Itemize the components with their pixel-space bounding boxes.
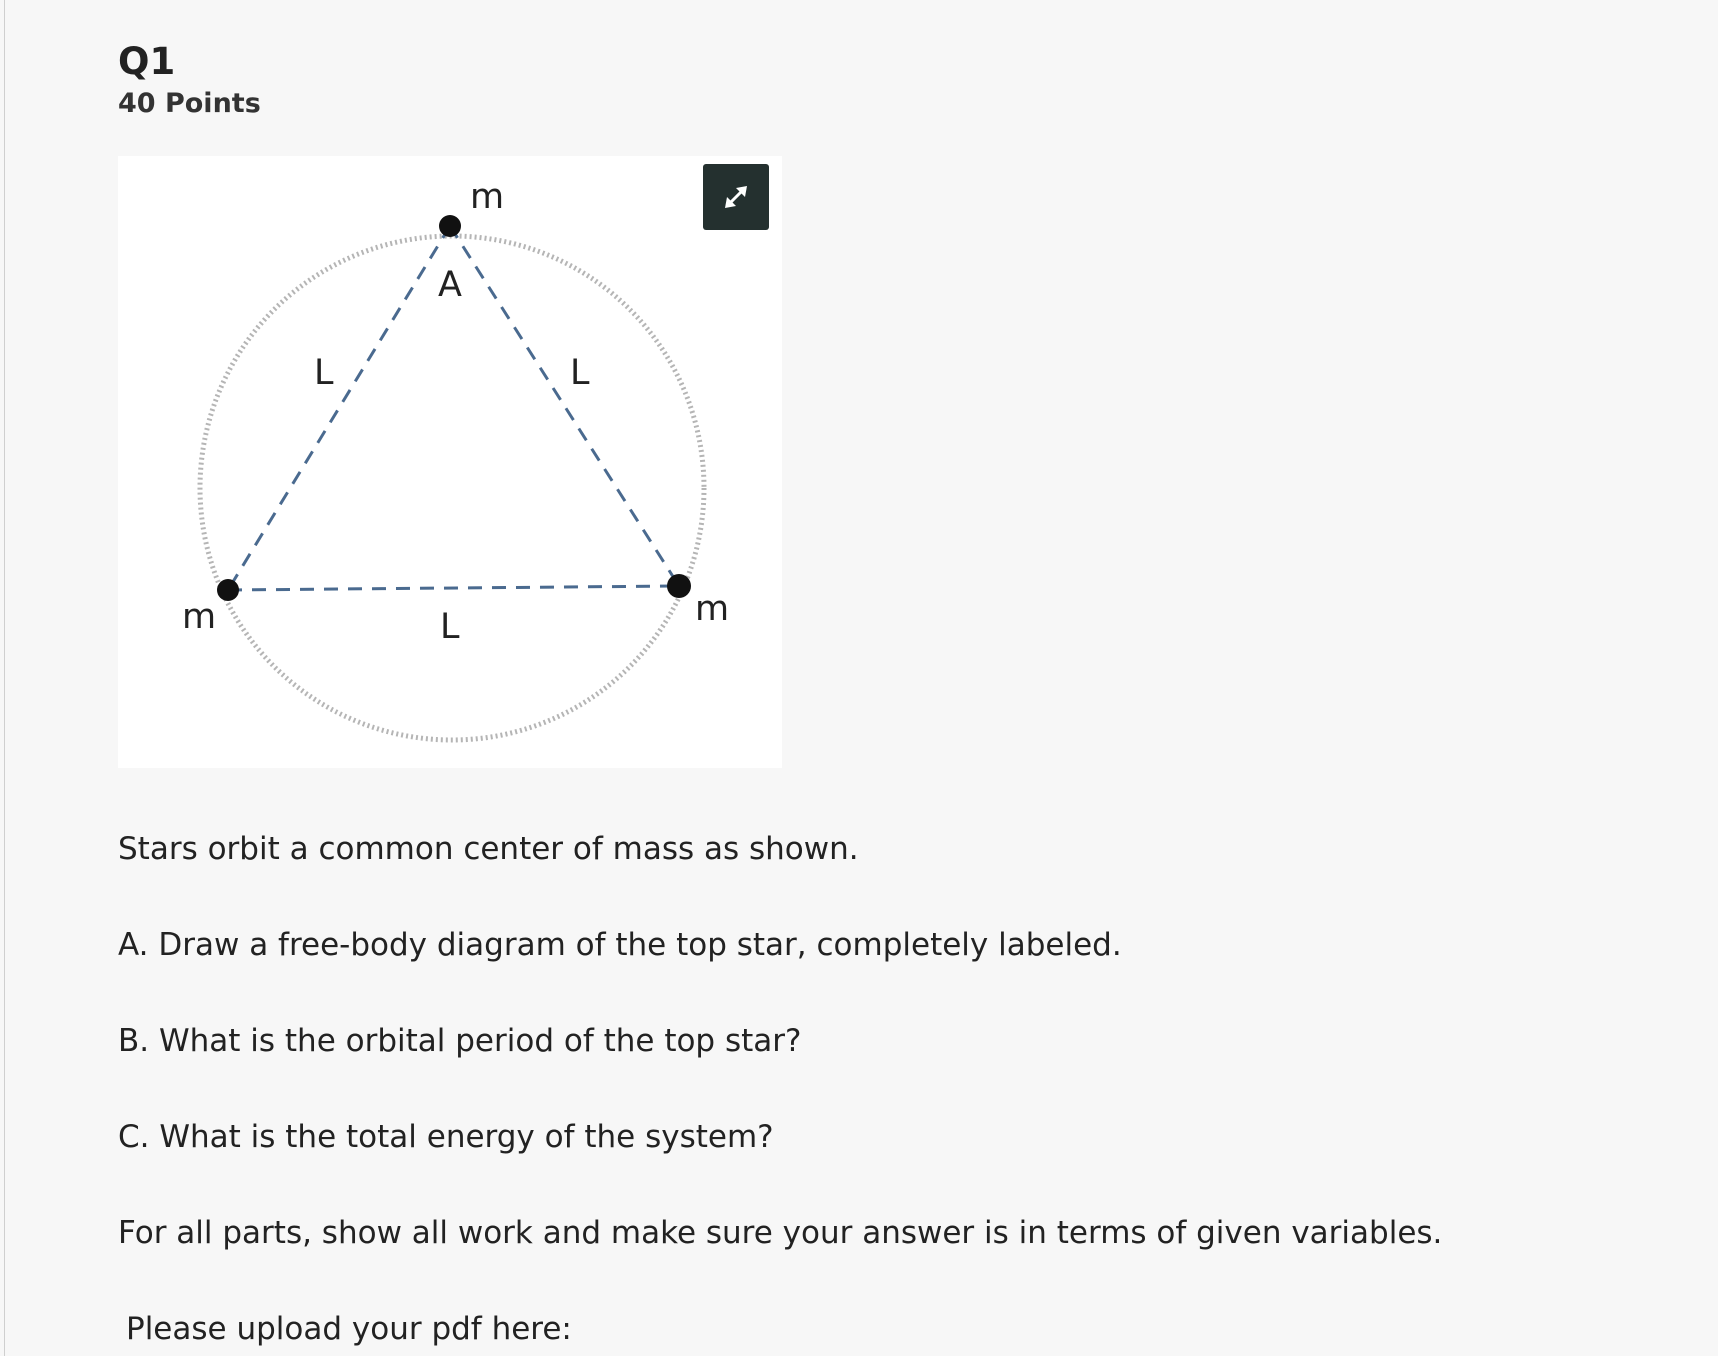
star-left <box>217 579 239 601</box>
triangle-side-right <box>450 226 679 586</box>
question-title: Q1 <box>118 40 176 83</box>
expand-image-button[interactable] <box>703 164 769 230</box>
left-border <box>4 0 5 1356</box>
orbit-circle <box>200 236 704 740</box>
question-points: 40 Points <box>118 88 261 119</box>
star-right <box>667 574 691 598</box>
label-top-mass: m <box>470 177 505 217</box>
orbit-diagram <box>118 156 782 768</box>
label-left-side: L <box>314 353 334 393</box>
label-vertex-a: A <box>438 265 462 305</box>
orbit-diagram-image[interactable] <box>118 156 782 768</box>
label-bottom-side: L <box>440 607 460 647</box>
label-right-side: L <box>570 353 590 393</box>
upload-prompt: Please upload your pdf here: <box>126 1311 572 1347</box>
star-top <box>439 215 461 237</box>
expand-icon <box>703 164 769 230</box>
label-right-mass: m <box>695 589 730 629</box>
triangle-side-bottom <box>228 586 679 590</box>
question-part-a: A. Draw a free-body diagram of the top star, completely labeled. <box>118 927 1122 963</box>
question-intro: Stars orbit a common center of mass as shown. <box>118 831 859 867</box>
question-instructions: For all parts, show all work and make sure your answer is in terms of given variables. <box>118 1215 1443 1251</box>
triangle-side-left <box>228 226 450 590</box>
question-part-c: C. What is the total energy of the system? <box>118 1119 774 1155</box>
question-part-b: B. What is the orbital period of the top star? <box>118 1023 802 1059</box>
label-left-mass: m <box>182 597 217 637</box>
